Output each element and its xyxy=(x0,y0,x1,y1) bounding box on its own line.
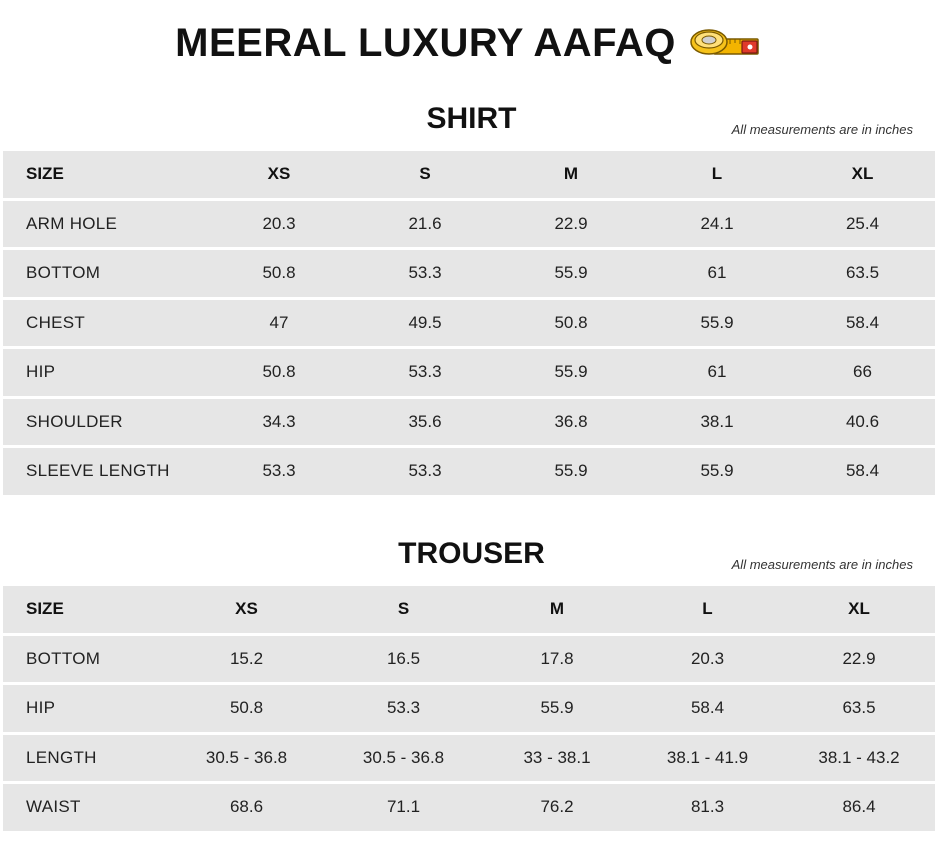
trouser-size-table xyxy=(3,583,935,834)
row-label: BOTTOM xyxy=(3,636,168,683)
table-cell: 61 xyxy=(644,250,790,297)
table-cell: 53.3 xyxy=(352,250,498,297)
page-title-text: MEERAL LUXURY AAFAQ xyxy=(175,20,676,65)
table-cell: 86.4 xyxy=(783,784,935,831)
table-header-row xyxy=(3,151,935,198)
table-cell: 38.1 xyxy=(644,399,790,446)
column-header: M xyxy=(482,586,632,633)
row-label: CHEST xyxy=(3,300,206,347)
column-header: XS xyxy=(168,586,325,633)
column-header: S xyxy=(325,586,482,633)
table-cell: 68.6 xyxy=(168,784,325,831)
page-title xyxy=(0,14,935,72)
row-label: BOTTOM xyxy=(3,250,206,297)
table-cell: 81.3 xyxy=(632,784,783,831)
table-row xyxy=(3,448,935,495)
trouser-measurement-note: All measurements are in inches xyxy=(731,557,913,572)
row-label: HIP xyxy=(3,349,206,396)
table-cell: 55.9 xyxy=(498,448,644,495)
table-cell: 61 xyxy=(644,349,790,396)
table-cell: 58.4 xyxy=(790,300,935,347)
table-cell: 50.8 xyxy=(206,349,352,396)
table-row xyxy=(3,784,935,831)
table-cell: 50.8 xyxy=(168,685,325,732)
table-header-row xyxy=(3,586,935,633)
column-header: XL xyxy=(790,151,935,198)
table-cell: 36.8 xyxy=(498,399,644,446)
table-cell: 55.9 xyxy=(644,448,790,495)
table-cell: 53.3 xyxy=(352,349,498,396)
table-cell: 55.9 xyxy=(498,250,644,297)
table-row xyxy=(3,300,935,347)
table-cell: 22.9 xyxy=(783,636,935,683)
column-header: L xyxy=(644,151,790,198)
shirt-measurement-note: All measurements are in inches xyxy=(731,122,913,137)
table-cell: 35.6 xyxy=(352,399,498,446)
column-header: XL xyxy=(783,586,935,633)
table-cell: 30.5 - 36.8 xyxy=(325,735,482,782)
row-label: SHOULDER xyxy=(3,399,206,446)
table-row xyxy=(3,636,935,683)
table-cell: 66 xyxy=(790,349,935,396)
table-cell: 55.9 xyxy=(498,349,644,396)
table-row xyxy=(3,685,935,732)
trouser-heading: TROUSER xyxy=(398,537,545,570)
table-row xyxy=(3,201,935,248)
table-cell: 76.2 xyxy=(482,784,632,831)
table-cell: 15.2 xyxy=(168,636,325,683)
table-cell: 58.4 xyxy=(632,685,783,732)
row-label: WAIST xyxy=(3,784,168,831)
table-cell: 16.5 xyxy=(325,636,482,683)
table-cell: 40.6 xyxy=(790,399,935,446)
table-cell: 53.3 xyxy=(352,448,498,495)
table-cell: 50.8 xyxy=(498,300,644,347)
table-cell: 58.4 xyxy=(790,448,935,495)
table-cell: 38.1 - 41.9 xyxy=(632,735,783,782)
shirt-size-table xyxy=(3,148,935,498)
table-cell: 25.4 xyxy=(790,201,935,248)
table-cell: 50.8 xyxy=(206,250,352,297)
table-cell: 47 xyxy=(206,300,352,347)
column-header: SIZE xyxy=(3,586,168,633)
table-row xyxy=(3,349,935,396)
row-label: HIP xyxy=(3,685,168,732)
row-label: LENGTH xyxy=(3,735,168,782)
table-cell: 24.1 xyxy=(644,201,790,248)
table-row xyxy=(3,399,935,446)
table-cell: 20.3 xyxy=(206,201,352,248)
column-header: M xyxy=(498,151,644,198)
table-cell: 38.1 - 43.2 xyxy=(783,735,935,782)
table-cell: 21.6 xyxy=(352,201,498,248)
table-cell: 55.9 xyxy=(482,685,632,732)
table-cell: 53.3 xyxy=(206,448,352,495)
measuring-tape-icon xyxy=(690,25,760,61)
table-cell: 34.3 xyxy=(206,399,352,446)
table-cell: 49.5 xyxy=(352,300,498,347)
table-cell: 22.9 xyxy=(498,201,644,248)
table-row xyxy=(3,250,935,297)
column-header: S xyxy=(352,151,498,198)
row-label: SLEEVE LENGTH xyxy=(3,448,206,495)
table-cell: 63.5 xyxy=(790,250,935,297)
table-row xyxy=(3,735,935,782)
shirt-heading: SHIRT xyxy=(426,102,517,135)
table-cell: 30.5 - 36.8 xyxy=(168,735,325,782)
table-cell: 33 - 38.1 xyxy=(482,735,632,782)
column-header: SIZE xyxy=(3,151,206,198)
column-header: XS xyxy=(206,151,352,198)
table-cell: 17.8 xyxy=(482,636,632,683)
table-cell: 63.5 xyxy=(783,685,935,732)
column-header: L xyxy=(632,586,783,633)
table-cell: 20.3 xyxy=(632,636,783,683)
row-label: ARM HOLE xyxy=(3,201,206,248)
table-cell: 71.1 xyxy=(325,784,482,831)
table-cell: 55.9 xyxy=(644,300,790,347)
table-cell: 53.3 xyxy=(325,685,482,732)
